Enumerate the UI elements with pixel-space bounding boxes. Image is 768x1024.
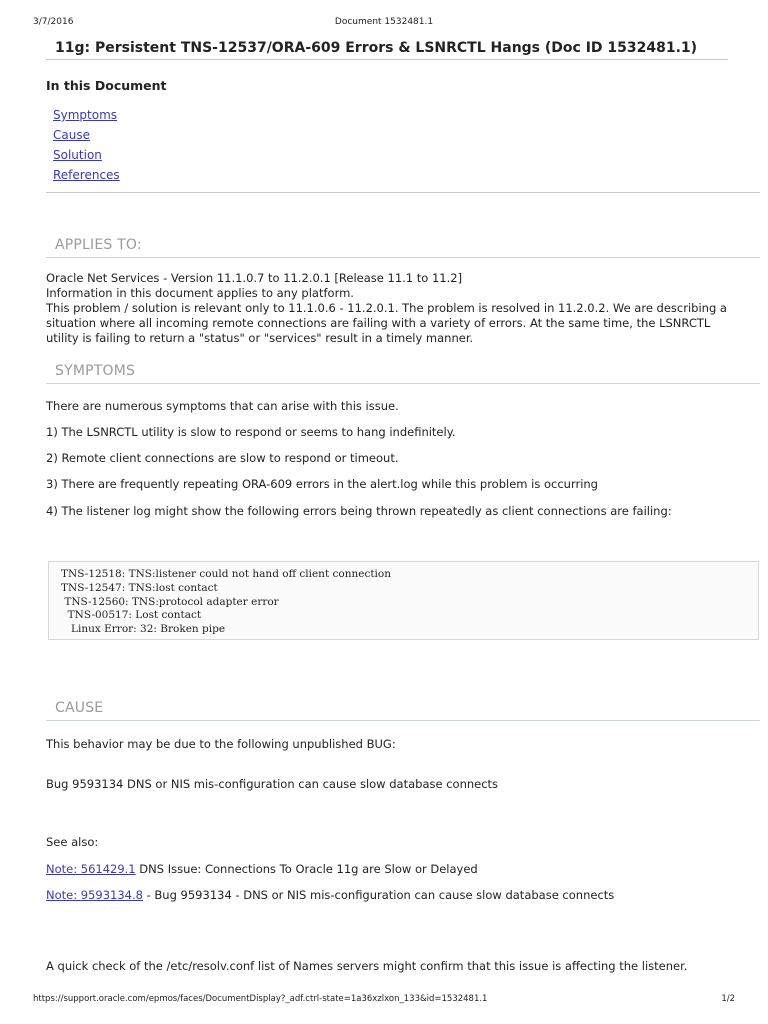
- applies-to-version: Oracle Net Services - Version 11.1.0.7 to 11.2.0.1 [Release 11.1 to 11.2]: [46, 271, 463, 285]
- note-link-9593134[interactable]: Note: 9593134.8: [46, 888, 143, 902]
- print-header: [33, 17, 735, 29]
- toc-list: [53, 106, 120, 186]
- quick-check-text: A quick check of the /etc/resolv.conf list of Names servers might confirm that this issue is affecting the listener.: [46, 959, 688, 973]
- cause-intro: This behavior may be due to the following unpublished BUG:: [46, 737, 396, 751]
- note-text-2: - Bug 9593134 - DNS or NIS mis-configuration can cause slow database connects: [142, 888, 615, 902]
- toc-heading: In this Document: [46, 78, 167, 93]
- cause-heading: CAUSE: [46, 700, 760, 721]
- print-document-id: Document 1532481.1: [334, 17, 434, 27]
- print-url: https://support.oracle.com/epmos/faces/DocumentDisplay?_adf.ctrl-state=1a36xzlxon_133&id=1532481.1: [33, 994, 488, 1004]
- symptom-item-2: 2) Remote client connections are slow to respond or timeout.: [46, 451, 399, 465]
- toc-item-solution: [53, 146, 120, 166]
- toc-divider: [46, 192, 760, 193]
- listener-log-code-block: [48, 561, 759, 640]
- toc-item-references: [53, 166, 120, 186]
- note-item-1: [46, 862, 728, 877]
- symptoms-intro: There are numerous symptoms that can arise with this issue.: [46, 399, 399, 413]
- listener-log-code: TNS-12518: TNS:listener could not hand off client connection TNS-12547: TNS:lost contact TNS-12560: TNS:protocol adapter error TNS-00517: Lost contact Linux Error: 32: Broken pipe: [61, 568, 391, 636]
- applies-to-platform: Information in this document applies to any platform.: [46, 286, 354, 300]
- toc-item-cause: [53, 126, 120, 146]
- cause-bug: Bug 9593134 DNS or NIS mis-configuration can cause slow database connects: [46, 777, 499, 791]
- print-date: 3/7/2016: [33, 17, 74, 27]
- applies-to-description: This problem / solution is relevant only to 11.1.0.6 - 11.2.0.1. The problem is resolved in 11.2.0.2. We are describing a situation where all incoming remote connections are failing with a variety of errors. At the same time, the LSNRCTL utility is failing to return a "status" or "services" result in a timely manner.: [46, 301, 727, 345]
- see-also-label: See also:: [46, 835, 99, 849]
- symptoms-heading: SYMPTOMS: [46, 363, 760, 384]
- toc-link-references[interactable]: References: [53, 168, 120, 182]
- toc-link-cause[interactable]: Cause: [53, 128, 90, 142]
- document-title: 11g: Persistent TNS-12537/ORA-609 Errors & LSNRCTL Hangs (Doc ID 1532481.1): [46, 40, 728, 60]
- note-text-1: DNS Issue: Connections To Oracle 11g are Slow or Delayed: [135, 862, 478, 876]
- toc-item-symptoms: [53, 106, 120, 126]
- note-item-2: [46, 888, 728, 903]
- symptom-item-3: 3) There are frequently repeating ORA-609 errors in the alert.log while this problem is occurring: [46, 477, 598, 491]
- applies-to-heading: APPLIES TO:: [46, 237, 760, 258]
- symptom-item-1: 1) The LSNRCTL utility is slow to respond or seems to hang indefinitely.: [46, 425, 456, 439]
- symptom-item-4: 4) The listener log might show the following errors being thrown repeatedly as client connections are failing:: [46, 504, 672, 518]
- note-link-561429[interactable]: Note: 561429.1: [46, 862, 136, 876]
- print-footer: [33, 994, 735, 1006]
- print-page-number: 1/2: [721, 994, 735, 1004]
- toc-link-solution[interactable]: Solution: [53, 148, 102, 162]
- toc-link-symptoms[interactable]: Symptoms: [53, 108, 118, 122]
